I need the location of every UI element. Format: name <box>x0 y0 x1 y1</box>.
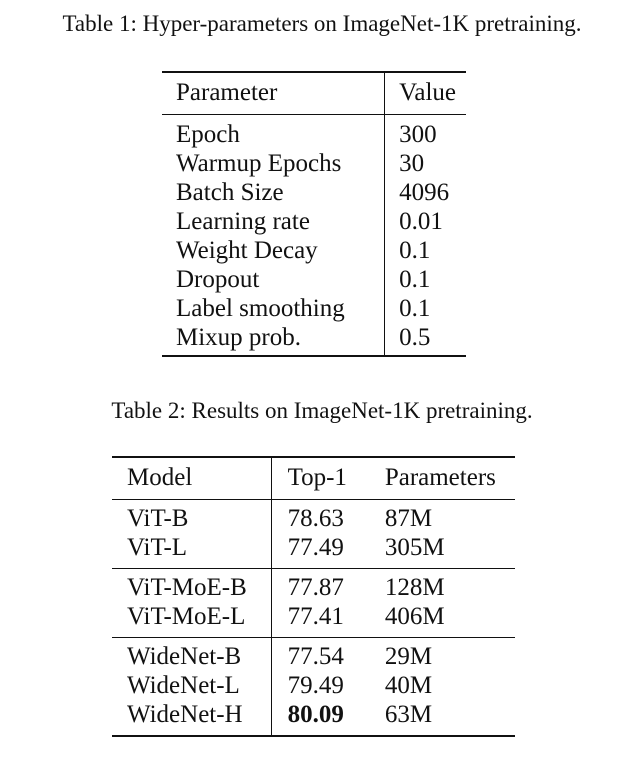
model-cell: ViT-L <box>112 533 271 569</box>
model-group <box>112 569 515 638</box>
table-row <box>162 265 466 294</box>
table-row <box>162 294 466 323</box>
parameter-value-cell: 0.1 <box>399 295 431 322</box>
table-row <box>162 149 466 178</box>
column-header-parameters: Parameters <box>384 464 496 491</box>
parameter-name-cell: Batch Size <box>162 178 385 207</box>
table-row <box>112 602 515 638</box>
top1-cell: 77.87 <box>287 574 344 601</box>
parameter-value-cell: 0.5 <box>399 324 431 351</box>
parameters-cell: 305M <box>384 534 445 561</box>
table-row <box>162 207 466 236</box>
table-row <box>162 236 466 265</box>
table-row <box>112 533 515 569</box>
parameter-name-cell: Learning rate <box>162 207 385 236</box>
top1-cell: 77.41 <box>287 603 344 630</box>
column-header-top1: Top-1 <box>287 464 347 491</box>
table-row <box>112 638 515 672</box>
table-row <box>112 569 515 603</box>
model-cell: WideNet-L <box>112 671 271 700</box>
parameters-cell: 40M <box>384 672 433 699</box>
parameter-name-cell: Dropout <box>162 265 385 294</box>
results-table <box>112 456 515 737</box>
model-group <box>112 500 515 569</box>
parameter-name-cell: Mixup prob. <box>162 323 385 356</box>
parameters-cell: 128M <box>384 574 445 601</box>
parameter-value-cell: 0.1 <box>399 237 431 264</box>
parameter-value-cell: 30 <box>399 150 425 177</box>
model-cell: WideNet-B <box>112 638 271 672</box>
parameter-name-cell: Label smoothing <box>162 294 385 323</box>
hyperparameter-table <box>162 71 466 357</box>
model-cell: ViT-B <box>112 500 271 534</box>
table-row <box>162 323 466 356</box>
top1-cell: 80.09 <box>287 701 344 728</box>
parameter-value-cell: 300 <box>399 121 437 148</box>
model-cell: WideNet-H <box>112 700 271 736</box>
top1-cell: 77.54 <box>287 643 344 670</box>
parameters-cell: 406M <box>384 603 445 630</box>
table-header-row <box>162 72 466 115</box>
column-header-parameter: Parameter <box>162 72 385 115</box>
table2-caption: Table 2: Results on ImageNet-1K pretraining. <box>111 398 533 423</box>
parameter-value-cell: 0.01 <box>399 208 443 235</box>
table-row <box>162 178 466 207</box>
parameter-value-cell: 4096 <box>399 179 450 206</box>
model-group <box>112 638 515 737</box>
parameters-cell: 87M <box>384 505 433 532</box>
top1-cell: 77.49 <box>287 534 344 561</box>
table-row <box>112 700 515 736</box>
table-row <box>112 500 515 534</box>
top1-cell: 79.49 <box>287 672 344 699</box>
table-header-row <box>112 457 515 500</box>
parameter-name-cell: Weight Decay <box>162 236 385 265</box>
hyperparameter-table-body <box>162 115 466 357</box>
parameters-cell: 29M <box>384 643 433 670</box>
parameter-name-cell: Warmup Epochs <box>162 149 385 178</box>
model-cell: ViT-MoE-L <box>112 602 271 638</box>
table1-caption: Table 1: Hyper-parameters on ImageNet-1K pretraining. <box>62 11 582 36</box>
column-header-value: Value <box>399 79 456 106</box>
parameter-value-cell: 0.1 <box>399 266 431 293</box>
model-cell: ViT-MoE-B <box>112 569 271 603</box>
table-row <box>112 671 515 700</box>
column-header-model: Model <box>112 457 271 500</box>
parameter-name-cell: Epoch <box>162 115 385 150</box>
parameters-cell: 63M <box>384 701 433 728</box>
table-row <box>162 115 466 150</box>
top1-cell: 78.63 <box>287 505 344 532</box>
